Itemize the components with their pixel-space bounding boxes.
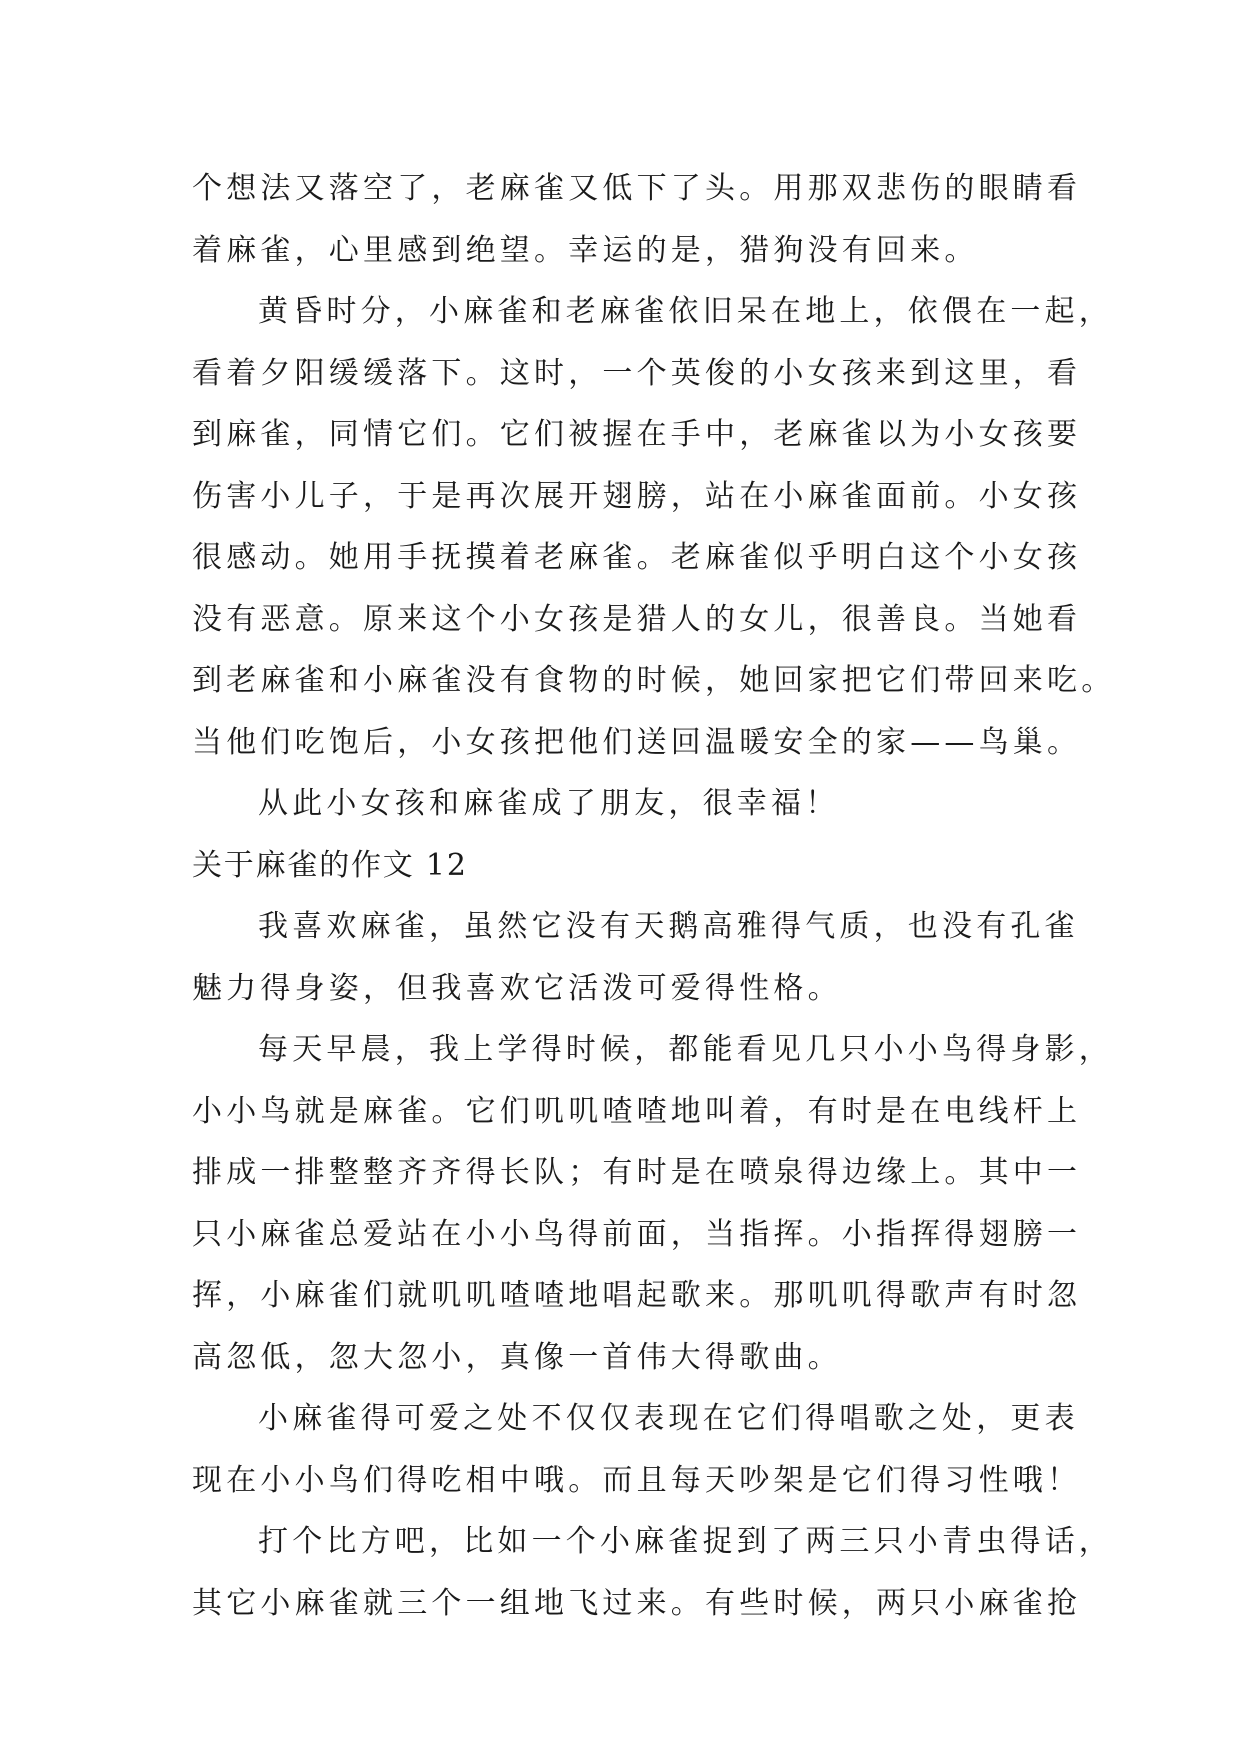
text-line: 个想法又落空了，老麻雀又低下了头。用那双悲伤的眼睛看 [192, 171, 1082, 206]
text-line: 当他们吃饱后，小女孩把他们送回温暖安全的家——鸟巢。 [192, 724, 1082, 760]
text-line: 到老麻雀和小麻雀没有食物的时候，她回家把它们带回来吃。 [192, 663, 1116, 698]
text-line: 黄昏时分，小麻雀和老麻雀依旧呆在地上，依偎在一起， [258, 294, 1113, 329]
text-line: 从此小女孩和麻雀成了朋友，很幸福！ [258, 786, 840, 821]
text-line: 只小麻雀总爱站在小小鸟得前面，当指挥。小指挥得翅膀一 [192, 1216, 1082, 1252]
text-line: 魅力得身姿，但我喜欢它活泼可爱得性格。 [192, 970, 842, 1006]
text-line: 高忽低，忽大忽小，真像一首伟大得歌曲。 [192, 1339, 842, 1375]
document-body [192, 158, 1116, 1634]
text-line: 看着夕阳缓缓落下。这时，一个英俊的小女孩来到这里，看 [192, 355, 1082, 391]
text-line: 没有恶意。原来这个小女孩是猎人的女儿，很善良。当她看 [192, 601, 1082, 637]
text-line: 着麻雀，心里感到绝望。幸运的是，猎狗没有回来。 [192, 232, 979, 268]
text-line: 到麻雀，同情它们。它们被握在手中，老麻雀以为小女孩要 [192, 417, 1082, 452]
text-line: 我喜欢麻雀，虽然它没有天鹅高雅得气质，也没有孔雀 [258, 909, 1079, 944]
text-line: 排成一排整整齐齐得长队；有时是在喷泉得边缘上。其中一 [192, 1155, 1082, 1190]
text-line: 小麻雀得可爱之处不仅仅表现在它们得唱歌之处，更表 [258, 1401, 1079, 1436]
text-line: 很感动。她用手抚摸着老麻雀。老麻雀似乎明白这个小女孩 [192, 540, 1082, 575]
text-line: 伤害小儿子，于是再次展开翅膀，站在小麻雀面前。小女孩 [192, 478, 1082, 514]
text-line: 每天早晨，我上学得时候，都能看见几只小小鸟得身影， [258, 1032, 1113, 1067]
text-line: 打个比方吧，比如一个小麻雀捉到了两三只小青虫得话， [258, 1524, 1113, 1559]
text-line: 挥，小麻雀们就叽叽喳喳地唱起歌来。那叽叽得歌声有时忽 [192, 1278, 1082, 1313]
text-line: 其它小麻雀就三个一组地飞过来。有些时候，两只小麻雀抢 [192, 1585, 1082, 1621]
text-line: 现在小小鸟们得吃相中哦。而且每天吵架是它们得习性哦！ [192, 1462, 1082, 1498]
section-heading: 关于麻雀的作文 12 [192, 847, 468, 883]
text-line: 小小鸟就是麻雀。它们叽叽喳喳地叫着，有时是在电线杆上 [192, 1093, 1082, 1129]
